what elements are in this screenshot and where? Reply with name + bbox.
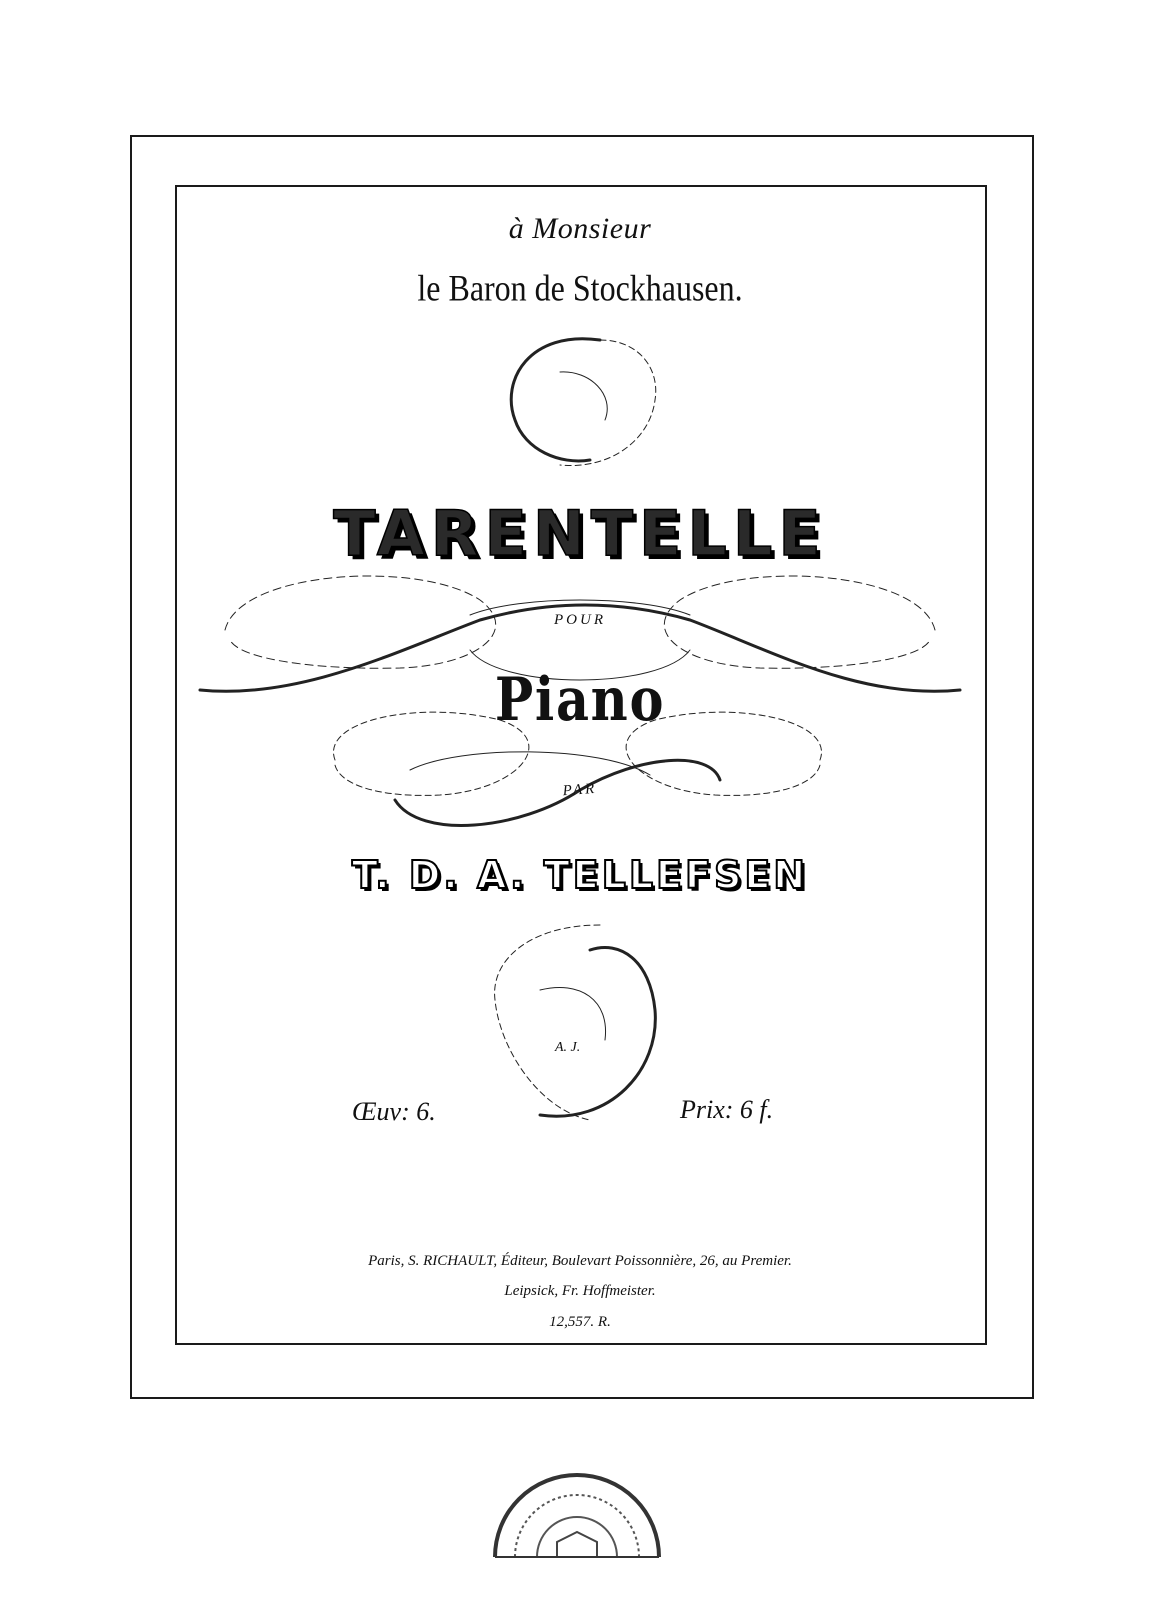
instrument-label: Piano [494,665,666,735]
top-swirl [511,339,600,461]
library-stamp-icon [487,1462,667,1562]
bottom-swirl [495,925,600,1120]
dedication-line-2: le Baron de Stockhausen. [417,267,743,309]
publisher-line-2: Leipsick, Fr. Hoffmeister. [504,1283,656,1299]
opus-number: Œuv: 6. [352,1097,436,1126]
work-title: TARENTELLE [333,497,827,570]
plate-number: 12,557. R. [549,1314,611,1330]
engraver-mark: A. J. [555,1040,581,1055]
par-label: PAR [562,780,598,800]
price-label: Prix: 6 f. [680,1095,774,1124]
publisher-line-1: Paris, S. RICHAULT, Éditeur, Boulevart Poissonnière, 26, au Premier. [368,1253,792,1269]
composer-name: T. D. A. TELLEFSEN [351,853,809,897]
pour-label: POUR [554,612,606,628]
dedication-line-1: à Monsieur [508,212,652,245]
